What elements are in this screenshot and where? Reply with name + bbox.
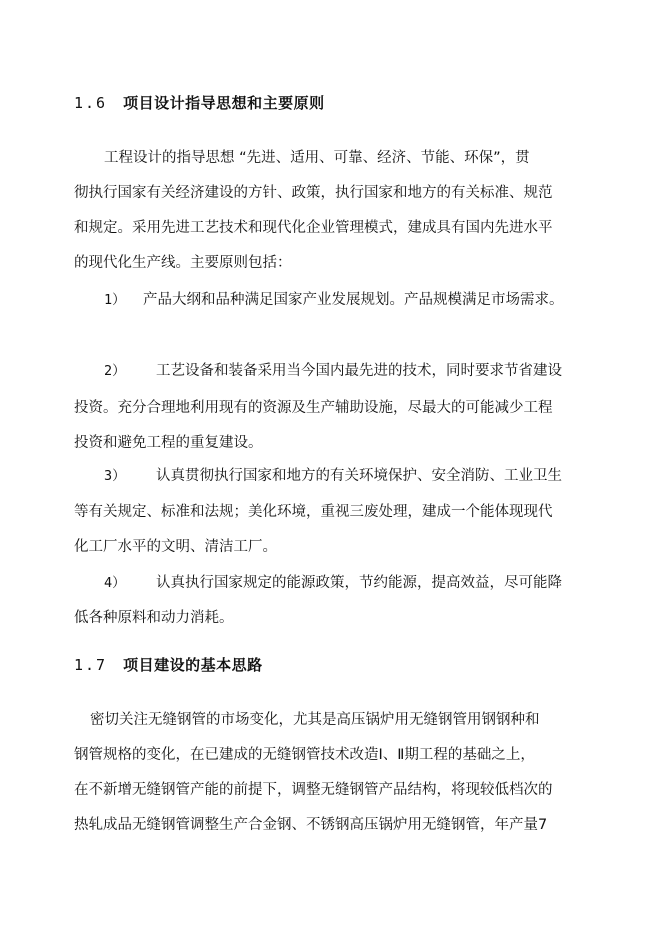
section-number: 1.6 <box>74 94 108 112</box>
section-heading-1-6 <box>74 92 325 113</box>
list-item-text: 低各种原料和动力消耗。 <box>74 610 234 626</box>
list-item-text: 化工厂水平的文明、清洁工厂。 <box>74 539 277 555</box>
paragraph-line: 工程设计的指导思想 “先进、适用、可靠、经济、节能、环保”，贯 <box>104 150 530 166</box>
paragraph-line: 和规定。采用先进工艺技术和现代化企业管理模式，建成具有国内先进水平 <box>74 220 553 236</box>
section-heading-1-7 <box>74 654 263 675</box>
list-item-text: 等有关规定、标准和法规；美化环境，重视三废处理，建成一个能体现现代 <box>74 504 553 520</box>
list-item-text: 工艺设备和装备采用当今国内最先进的技术，同时要求节省建设 <box>156 363 562 379</box>
list-item-number: 1） <box>104 292 126 308</box>
paragraph-line: 彻执行国家有关经济建设的方针、政策，执行国家和地方的有关标准、规范 <box>74 185 553 201</box>
list-item-text: 认真贯彻执行国家和地方的有关环境保护、安全消防、工业卫生 <box>156 468 562 484</box>
list-item-text: 认真执行国家规定的能源政策，节约能源，提高效益，尽可能降 <box>156 575 562 591</box>
paragraph-line: 钢管规格的变化，在已建成的无缝钢管技术改造Ⅰ、Ⅱ期工程的基础之上， <box>74 747 535 763</box>
list-item-text: 投资和避免工程的重复建设。 <box>74 435 263 451</box>
list-item-number: 2） <box>104 363 126 379</box>
paragraph-line: 在不新增无缝钢管产能的前提下，调整无缝钢管产品结构，将现较低档次的 <box>74 782 553 798</box>
section-number: 1.7 <box>74 656 108 674</box>
list-item-number: 3） <box>104 468 126 484</box>
list-item-number: 4） <box>104 575 126 591</box>
list-item-text: 产品大纲和品种满足国家产业发展规划。产品规模满足市场需求。 <box>143 292 564 308</box>
paragraph-line: 密切关注无缝钢管的市场变化，尤其是高压锅炉用无缝钢管用钢钢种和 <box>90 712 540 728</box>
list-item-text: 投资。充分合理地利用现有的资源及生产辅助设施，尽最大的可能减少工程 <box>74 400 553 416</box>
section-title: 项目设计指导思想和主要原则 <box>123 94 325 112</box>
paragraph-line: 热轧成品无缝钢管调整生产合金钢、不锈钢高压锅炉用无缝钢管，年产量7 <box>74 817 548 833</box>
section-title: 项目建设的基本思路 <box>123 656 263 674</box>
paragraph-line: 的现代化生产线。主要原则包括： <box>74 255 292 271</box>
